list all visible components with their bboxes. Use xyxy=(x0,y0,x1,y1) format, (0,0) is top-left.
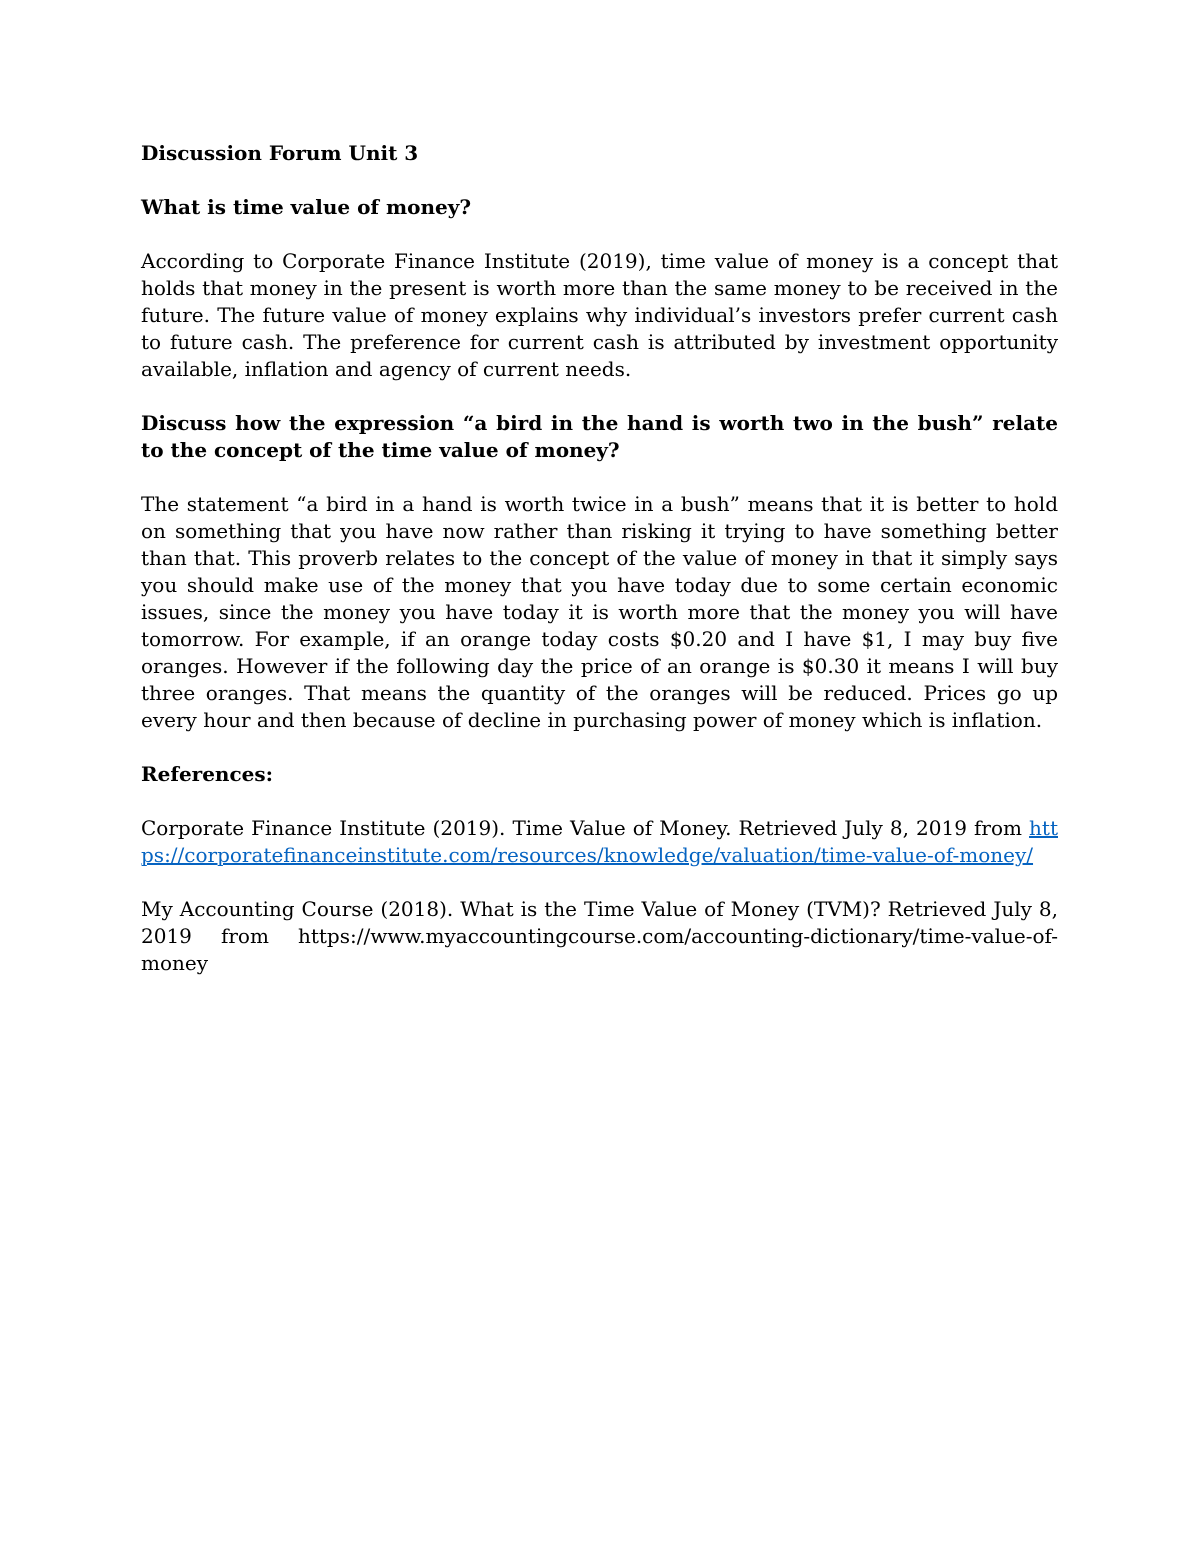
question-1-answer: According to Corporate Finance Institute (2019), time value of money is a concept that holds that money in the present is worth more than the same money to be received in the future. The future value of money explains why individual’s investors prefer current cash to future cash. The preference for current cash is attributed by investment opportunity available, inflation and agency of current needs. xyxy=(141,249,1058,381)
reference-1-text: Corporate Finance Institute (2019). Time Value of Money. Retrieved July 8, 2019 from xyxy=(141,816,1030,840)
document-title: Discussion Forum Unit 3 xyxy=(141,141,419,165)
question-2-answer: The statement “a bird in a hand is worth twice in a bush” means that it is better to hold on something that you have now rather than risking it trying to have something better than that. This proverb relates to the concept of the value of money in that it simply says you should make use of the money that you have today due to some certain economic issues, since the money you have today it is worth more that the money you will have tomorrow. For example, if an orange today costs $0.20 and I have $1, I may buy five oranges. However if the following day the price of an orange is $0.30 it means I will buy three oranges. That means the quantity of the oranges will be reduced. Prices go up every hour and then because of decline in purchasing power of money which is inflation. xyxy=(141,492,1058,732)
document-body xyxy=(141,140,1058,1004)
reference-1 xyxy=(141,815,1058,869)
question-2-heading: Discuss how the expression “a bird in the hand is worth two in the bush” relate to the concept of the time value of money? xyxy=(141,411,1058,462)
reference-1-link[interactable]: https://corporatefinanceinstitute.com/resources/knowledge/valuation/time-value-of-money/ xyxy=(141,816,1058,867)
question-1-heading: What is time value of money? xyxy=(141,195,472,219)
reference-2: My Accounting Course (2018). What is the Time Value of Money (TVM)? Retrieved July 8, 2019 from https://www.myaccountingcourse.com/accounting-dictionary/time-value-of-money xyxy=(141,897,1058,975)
references-heading: References: xyxy=(141,762,274,786)
